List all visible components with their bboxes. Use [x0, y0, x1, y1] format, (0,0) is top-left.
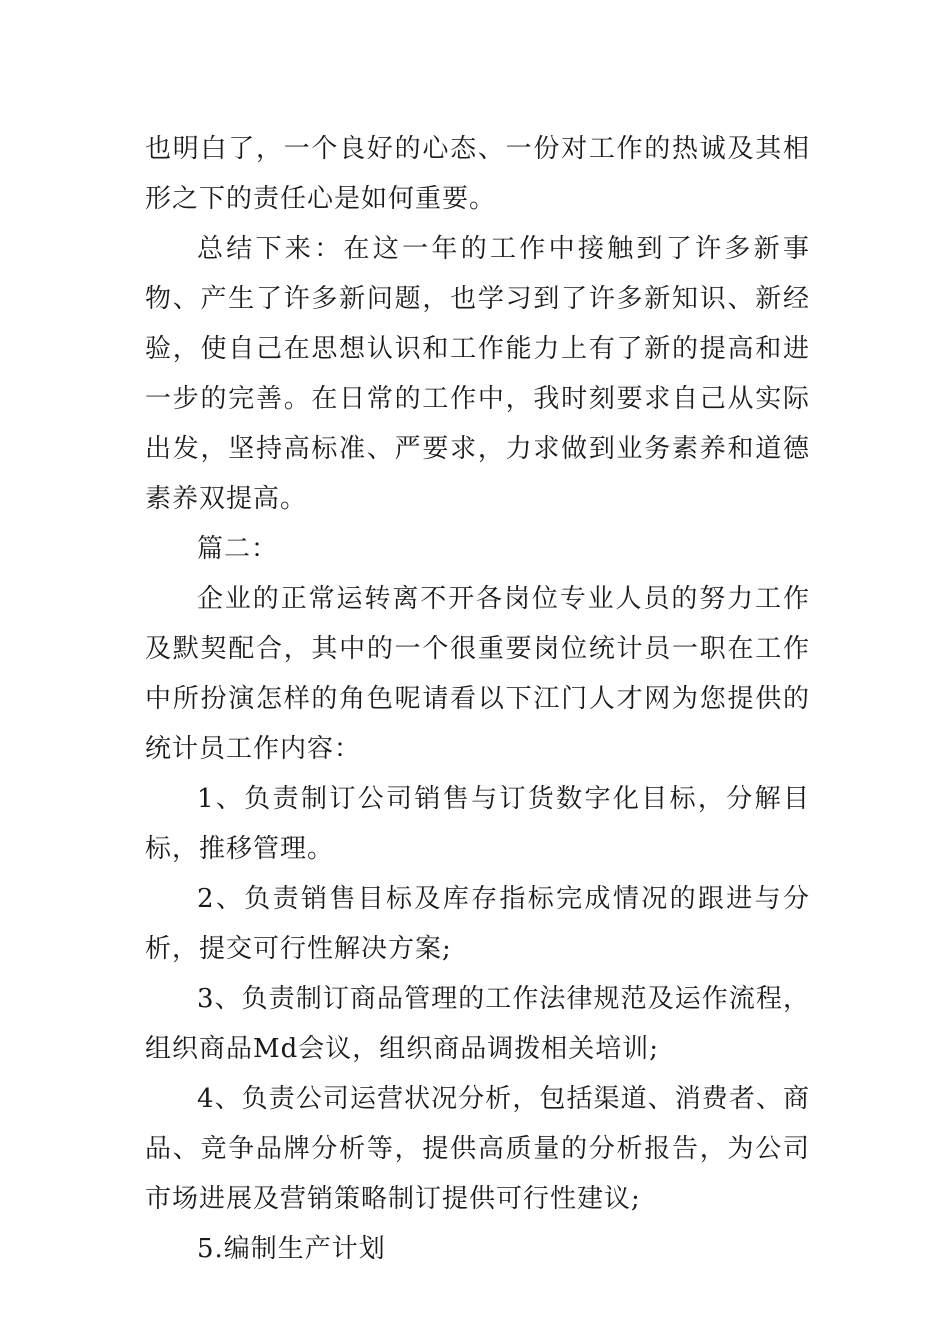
- paragraph: 总结下来：在这一年的工作中接触到了许多新事物、产生了许多新问题，也学习到了许多新知识、新经验，使自己在思想认识和工作能力上有了新的提高和进一步的完善。在日常的工作中，我时刻要求自己从实际出发，坚持高标准、严要求，力求做到业务素养和道德素养双提高。: [145, 234, 810, 514]
- paragraph: 企业的正常运转离不开各岗位专业人员的努力工作及默契配合，其中的一个很重要岗位统计员一职在工作中所扮演怎样的角色呢请看以下江门人才网为您提供的统计员工作内容：: [145, 584, 810, 764]
- list-item: 5.编制生产计划: [197, 1234, 386, 1264]
- section-heading: 篇二：: [197, 534, 279, 564]
- list-item: 4、负责公司运营状况分析，包括渠道、消费者、商品、竞争品牌分析等，提供高质量的分析报告，为公司市场进展及营销策略制订提供可行性建议;: [145, 1084, 810, 1214]
- list-item: 2、负责销售目标及库存指标完成情况的跟进与分析，提交可行性解决方案;: [145, 884, 810, 964]
- list-item: 1、负责制订公司销售与订货数字化目标，分解目标，推移管理。: [145, 784, 810, 864]
- document-body: [145, 124, 810, 1274]
- paragraph: 也明白了，一个良好的心态、一份对工作的热诚及其相形之下的责任心是如何重要。: [145, 134, 810, 214]
- list-item: 3、负责制订商品管理的工作法律规范及运作流程，组织商品Md会议，组织商品调拨相关培训;: [145, 984, 810, 1064]
